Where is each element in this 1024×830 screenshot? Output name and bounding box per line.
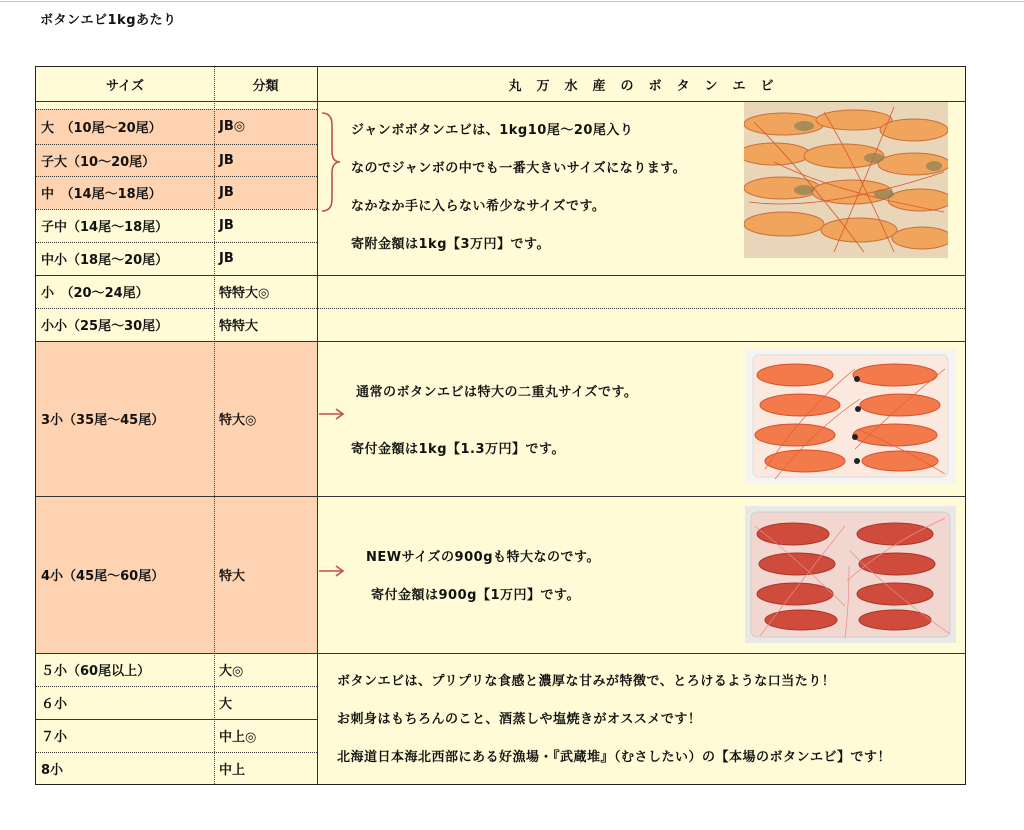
category-cell-medium: JB <box>214 176 317 209</box>
size-cell-large: 大 （10尾～20尾） <box>36 109 214 144</box>
category-cell-chusho: JB <box>214 242 317 275</box>
grid-line <box>36 341 965 342</box>
grid-line <box>36 209 317 210</box>
category-cell-5sho: 大◎ <box>214 653 317 686</box>
3sho-shrimp-photo <box>745 349 956 483</box>
grid-line <box>36 144 317 145</box>
header-shop-title: 丸万水産のボタンエビ <box>317 67 965 101</box>
3sho-desc-price: 寄付金額は1kg【1.3万円】です。 <box>351 442 565 457</box>
grid-line <box>36 719 317 720</box>
jumbo-desc-line2: なのでジャンボの中でも一番大きいサイズになります。 <box>351 161 687 176</box>
size-cell-kodai: 子大（10～20尾） <box>36 144 214 176</box>
category-cell-6sho: 大 <box>214 686 317 719</box>
size-cell-shosho: 小小（25尾～30尾） <box>36 308 214 341</box>
size-cell-5sho: ５小（60尾以上） <box>36 653 214 686</box>
4sho-desc-line1: NEWサイズの900gも特大なのです。 <box>366 550 600 565</box>
size-cell-kochu: 子中（14尾～18尾） <box>36 209 214 242</box>
page-title: ボタンエビ1kgあたり <box>40 13 177 28</box>
category-cell-4sho: 特大 <box>214 496 317 653</box>
general-desc-line2: お刺身はもちろんのこと、酒蒸しや塩焼きがオススメです！ <box>337 712 702 727</box>
price-size-table <box>35 66 966 785</box>
general-desc-line3: 北海道日本海北西部にある好漁場・『武蔵堆』（むさしたい）の【本場のボタンエビ】です！ <box>337 750 892 765</box>
size-cell-4sho: 4小（45尾～60尾） <box>36 496 214 653</box>
category-cell-7sho: 中上◎ <box>214 719 317 752</box>
category-cell-3sho: 特大◎ <box>214 341 317 496</box>
size-cell-3sho: 3小（35尾～45尾） <box>36 341 214 496</box>
grid-column-line <box>317 67 318 784</box>
4sho-desc-price: 寄付金額は900g【1万円】です。 <box>371 588 580 603</box>
grid-column-line <box>214 67 215 784</box>
size-cell-small: 小 （20～24尾） <box>36 275 214 308</box>
size-cell-8sho: 8小 <box>36 752 214 784</box>
header-category: 分類 <box>214 67 317 101</box>
jumbo-shrimp-photo <box>744 102 948 258</box>
arrow-right-icon <box>318 406 346 422</box>
size-cell-6sho: ６小 <box>36 686 214 719</box>
category-cell-8sho: 中上 <box>214 752 317 784</box>
size-cell-7sho: ７小 <box>36 719 214 752</box>
grid-line <box>36 176 317 177</box>
grid-line <box>36 653 965 654</box>
3sho-desc-line1: 通常のボタンエビは特大の二重丸サイズです。 <box>356 385 638 400</box>
category-cell-shosho: 特特大 <box>214 308 317 341</box>
curly-brace-icon <box>319 111 341 213</box>
grid-line <box>36 686 317 687</box>
category-cell-large: JB◎ <box>214 109 317 144</box>
4sho-shrimp-photo <box>745 506 956 643</box>
category-cell-kodai: JB <box>214 144 317 176</box>
general-desc-line1: ボタンエビは、プリプリな食感と濃厚な甘みが特徴で、とろけるような口当たり！ <box>337 674 836 689</box>
jumbo-desc-line3: なかなか手に入らない希少なサイズです。 <box>351 199 606 214</box>
header-size: サイズ <box>36 67 214 101</box>
grid-line <box>36 752 317 753</box>
grid-line <box>36 275 965 276</box>
arrow-right-icon <box>318 563 346 579</box>
top-border-line <box>0 1 1024 2</box>
jumbo-desc-line1: ジャンボボタンエビは、1kg10尾～20尾入り <box>351 123 634 138</box>
size-cell-medium: 中 （14尾～18尾） <box>36 176 214 209</box>
size-cell-chusho: 中小（18尾～20尾） <box>36 242 214 275</box>
category-cell-kochu: JB <box>214 209 317 242</box>
header-spacer <box>36 101 317 109</box>
grid-line <box>36 109 317 110</box>
grid-line <box>36 496 965 497</box>
grid-line <box>36 242 317 243</box>
jumbo-desc-price: 寄附金額は1kg【3万円】です。 <box>351 237 551 252</box>
grid-line <box>36 308 965 309</box>
category-cell-small: 特特大◎ <box>214 275 317 308</box>
